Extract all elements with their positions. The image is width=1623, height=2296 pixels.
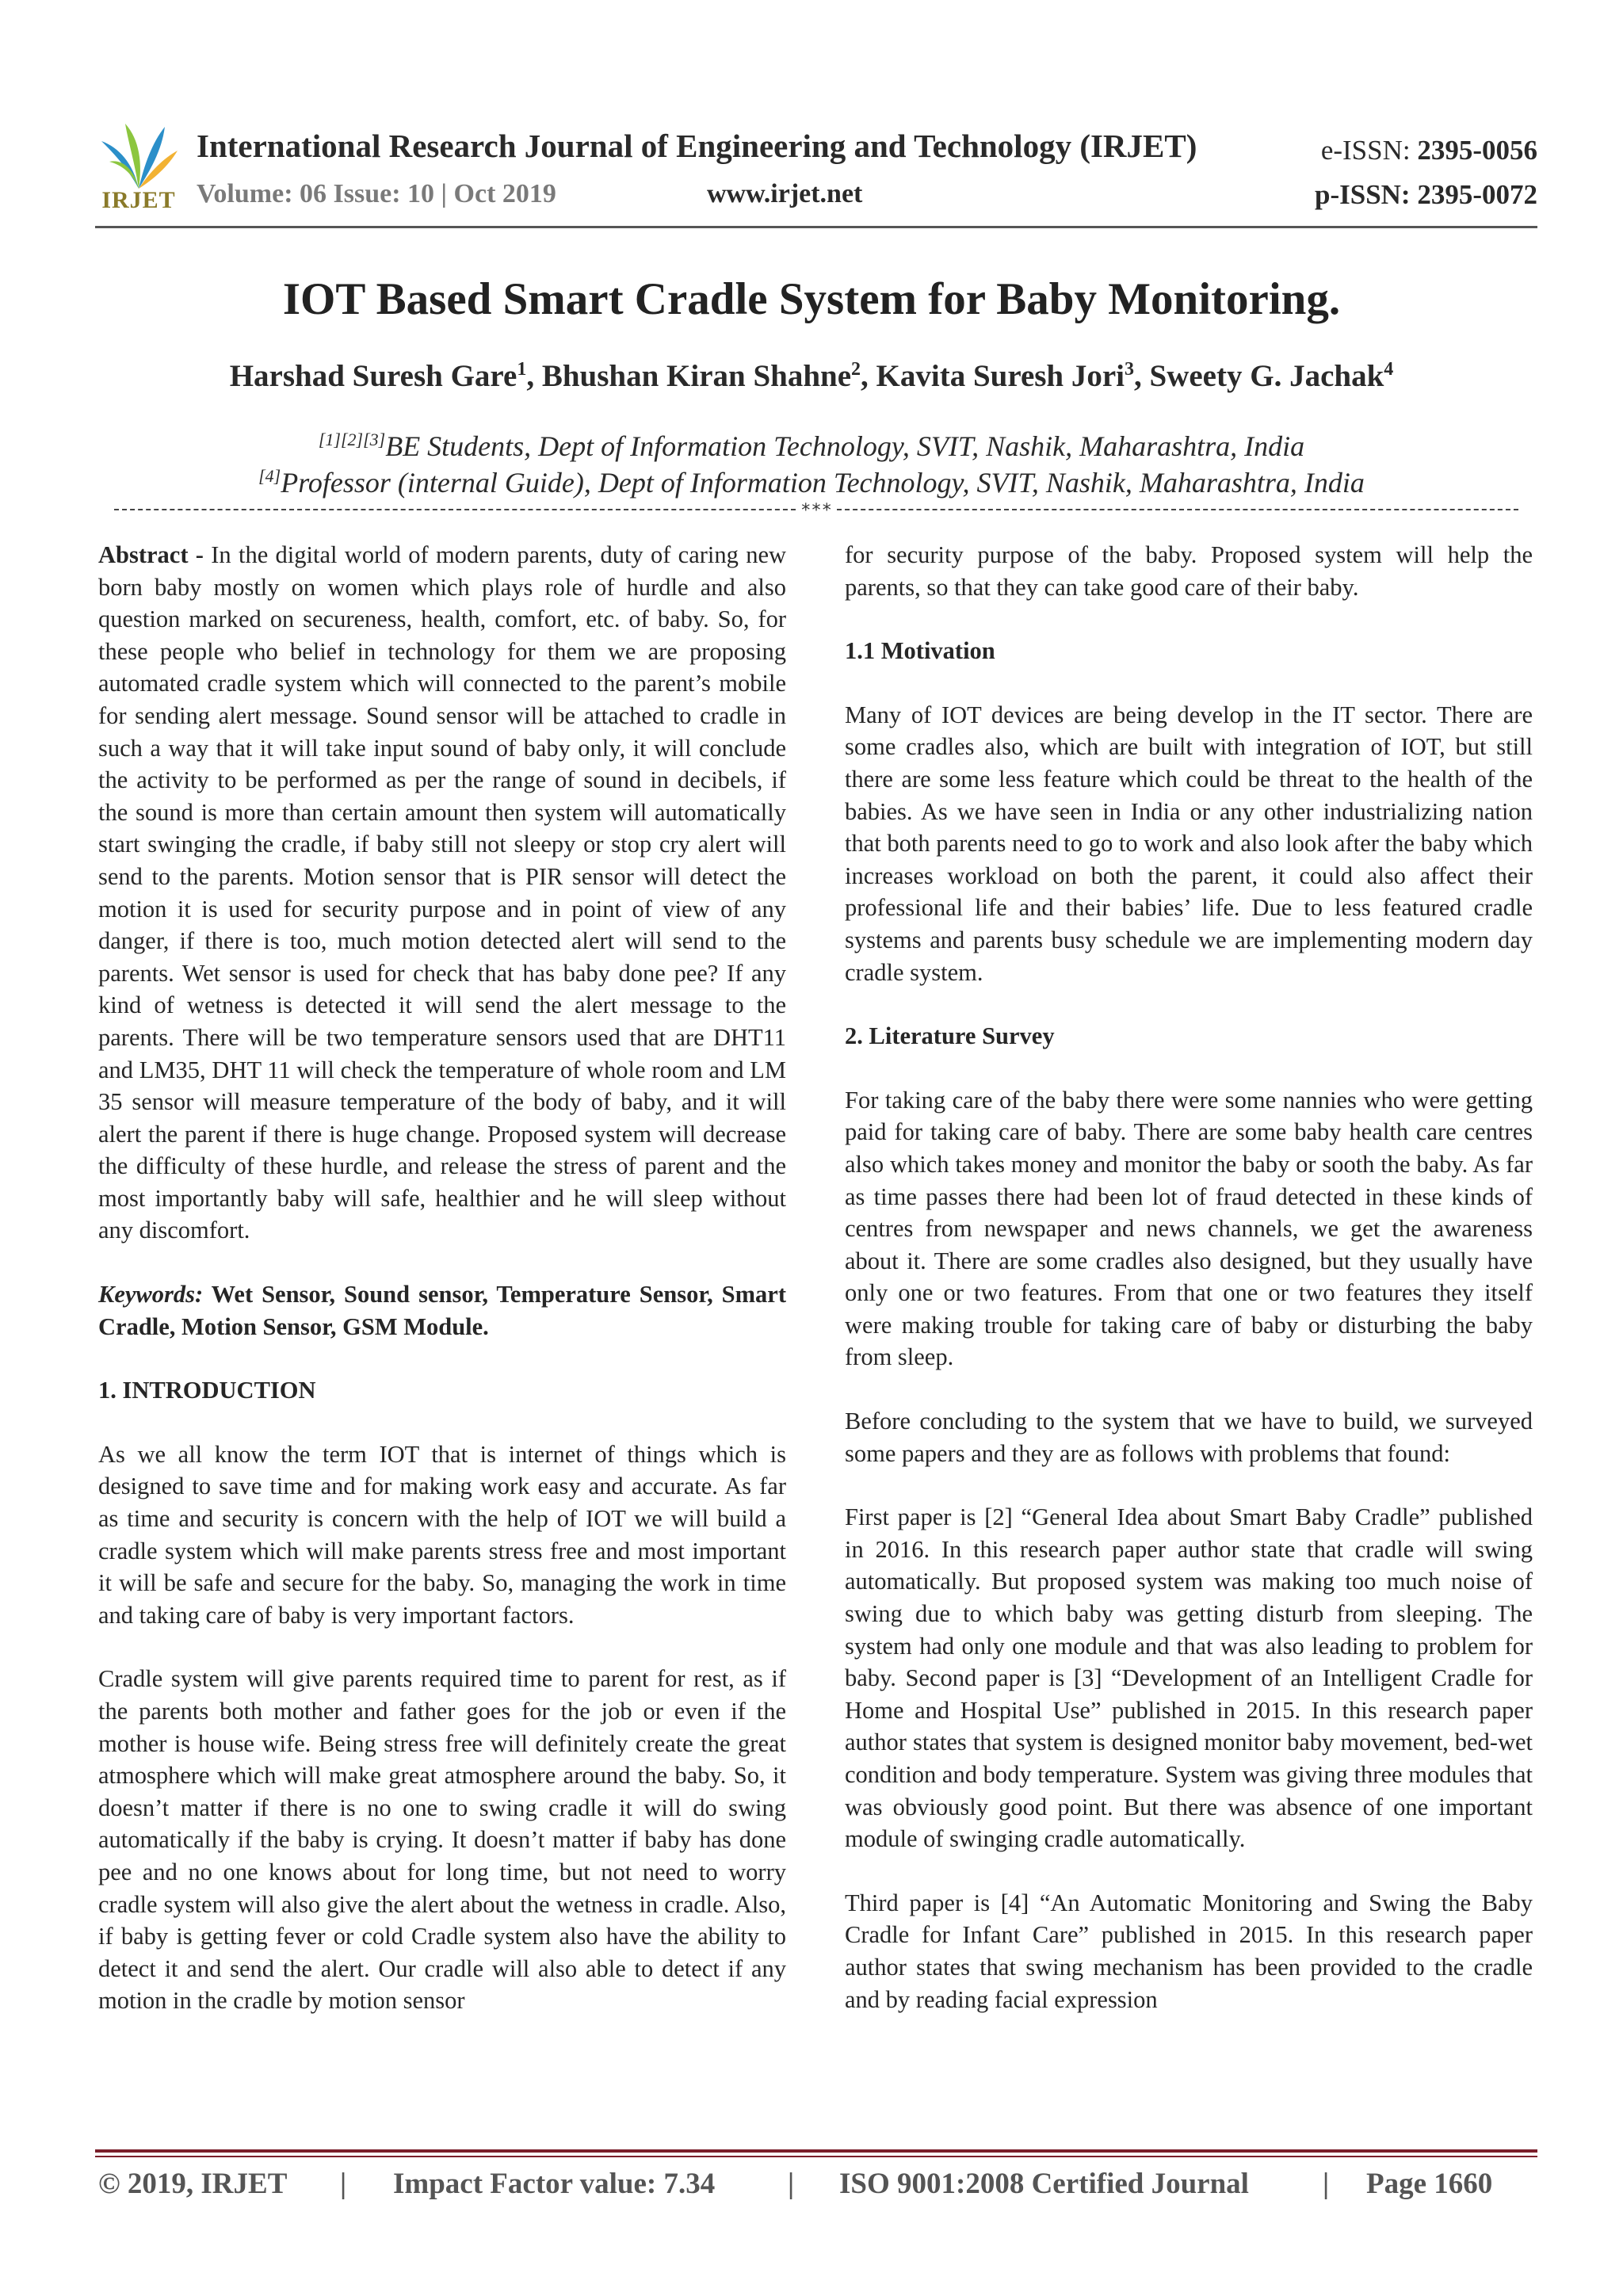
volume-issue: Volume: 06 Issue: 10 | Oct 2019 xyxy=(197,179,556,208)
footer-separator: | xyxy=(1323,2168,1330,2200)
logo-text: IRJET xyxy=(101,187,176,213)
paragraph: Cradle system will give parents required time to parent for rest, as if the parents both mother and father goes for the job or even if the mother is house wife. Being stress free will definitely create the great atmosphere which will make great atmosphere around the baby. So, it doesn’t matter if there is no one to swing cradle it will do swing automatically if the baby is crying. It doesn’t matter if baby has done pee and no one knows about for long time, but not need to worry cradle system will also give the alert about the wetness in cradle. Also, if baby is getting fever or cold Cradle system also have the ability to detect it and send the alert. Our cradle will also able to detect if any motion in the cradle by motion sensor xyxy=(98,1665,786,2015)
paragraph: For taking care of the baby there were some nannies who were getting paid for taking care of baby. There are some baby health care centres also which takes money and monitor the baby or sooth the baby. As far as time passes there had been lot of fraud detected in these kinds of centres from newspaper and news channels, we get the awareness about it. There are some cradles also designed, but they usually have only one or two features. From that one or two features they itself were making trouble for taking care of baby or disturbing the baby from sleep. xyxy=(845,1086,1533,1371)
leaf-logo-icon xyxy=(95,119,182,190)
keywords: Keywords: Wet Sensor, Sound sensor, Temperature Sensor, Smart Cradle, Motion Sensor, GSM Module. xyxy=(98,1281,786,1340)
paragraph: Before concluding to the system that we have to build, we surveyed some papers and they are as follows with problems that found: xyxy=(845,1408,1533,1467)
right-column xyxy=(845,539,1533,2015)
paper-title: IOT Based Smart Cradle System for Baby Monitoring. xyxy=(282,274,1341,324)
affiliation: [4]Professor (internal Guide), Dept of Information Technology, SVIT, Nashik, Maharashtra, India xyxy=(258,466,1365,499)
journal-header xyxy=(95,119,1537,238)
header-rule xyxy=(95,226,1537,228)
paragraph: First paper is [2] “General Idea about Smart Baby Cradle” published in 2016. In this research paper author state that cradle will swing automatically. But proposed system was making too much noise of swing due to which baby was getting disturb from sleeping. The system had only one module and that was also leading to problem for baby. Second paper is [3] “Development of an Intelligent Cradle for Home and Hospital Use” published in 2015. In this research paper author states that system is designed monitor baby movement, bed-wet condition and body temperature. System was giving three modules that was obviously good point. But there was absence of one important module of swinging cradle automatically. xyxy=(845,1503,1533,1853)
paragraph: Many of IOT devices are being develop in the IT sector. There are some cradles also, which are built with integration of IOT, but still there are some less feature which could be threat to the health of the babies. As we have seen in India or any other industrializing nation that both parents need to go to work and also look after the baby which increases workload on both the parent, it could also affect their professional life and their babies’ life. Due to less featured cradle systems and parents busy schedule we are implementing modern day cradle system. xyxy=(845,701,1533,986)
left-column xyxy=(98,539,786,2017)
journal-website: www.irjet.net xyxy=(707,179,863,208)
page-number: Page 1660 xyxy=(1366,2168,1493,2200)
author: Kavita Suresh Jori xyxy=(876,359,1125,393)
section-divider: *** xyxy=(95,501,1537,525)
section-heading-introduction: 1. INTRODUCTION xyxy=(98,1377,316,1404)
abstract: Abstract - In the digital world of modern parents, duty of caring new born baby mostly on women which plays role of hurdle and also question marked on secureness, health, comfort, etc. of baby. So, for these people who belief in technology for them we are proposing automated cradle system which will connected to the parent’s mobile for sending alert message. Sound sensor will be attached to cradle in such a way that it will take input sound of baby only, it will conclude the activity to be performed as per the range of sound in decibels, if the sound is more than certain amount then system will automatically start swinging the cradle, if baby still not sleepy or stop cry alert will send to the parents. Motion sensor that is PIR sensor will detect the motion it is used for security purpose and in point of view of any danger, if there is too, much motion detected alert will send to the parents. Wet sensor is used for check that has baby done pee? If any kind of wetness is detected it will send the alert message to the parents. There will be two temperature sensors used that are DHT11 and LM35, DHT 11 will check the temperature of whole room and LM 35 sensor will measure temperature of the body of baby, and it will alert the parent if there is huge change. Proposed system will decrease the difficulty of these hurdle, and release the stress of parent and the most importantly baby will safe, healthier and he will sleep without any discomfort. xyxy=(98,541,787,1244)
section-heading-literature-survey: 2. Literature Survey xyxy=(845,1022,1055,1050)
paragraph: for security purpose of the baby. Proposed system will help the parents, so that they can take good care of their baby. xyxy=(845,541,1533,601)
keywords-label: Keywords: xyxy=(98,1281,204,1308)
section-heading-motivation: 1.1 Motivation xyxy=(845,637,995,665)
footer-separator: | xyxy=(340,2168,347,2200)
footer-iso: ISO 9001:2008 Certified Journal xyxy=(839,2168,1249,2200)
journal-title: International Research Journal of Engineering and Technology (IRJET) xyxy=(197,128,1197,164)
footer-separator: | xyxy=(788,2168,795,2200)
e-issn: e-ISSN: 2395-0056 xyxy=(1320,135,1537,166)
abstract-label: Abstract - xyxy=(98,541,204,568)
author: Harshad Suresh Gare xyxy=(229,359,517,393)
irjet-logo xyxy=(95,119,182,214)
footer-impact-factor: Impact Factor value: 7.34 xyxy=(393,2168,716,2200)
author: Sweety G. Jachak xyxy=(1149,359,1384,393)
p-issn: p-ISSN: 2395-0072 xyxy=(1314,179,1537,210)
footer-copyright: © 2019, IRJET xyxy=(98,2168,288,2200)
affiliation: [1][2][3]BE Students, Dept of Information Technology, SVIT, Nashik, Maharashtra, India xyxy=(318,430,1305,462)
author: Bhushan Kiran Shahne xyxy=(541,359,852,393)
footer-rule xyxy=(95,2156,1537,2157)
footer-rule xyxy=(95,2149,1537,2153)
paragraph: Third paper is [4] “An Automatic Monitoring and Swing the Baby Cradle for Infant Care” published in 2015. In this research paper author states that swing mechanism has been provided to the cradle and by reading facial expression xyxy=(845,1889,1533,2013)
author-list: Harshad Suresh Gare$^1$, Bhushan Kiran Shahne$^2$, Kavita Suresh Jori$^3$, Sweety G. Jachak$^4$ xyxy=(229,359,1394,393)
paragraph: As we all know the term IOT that is internet of things which is designed to save time and for making work easy and accurate. As far as time and security is concern with the help of IOT we will build a cradle system which will make parents stress free and most important it will be safe and secure for the baby. So, managing the work in time and taking care of baby is very important factors. xyxy=(98,1440,786,1629)
